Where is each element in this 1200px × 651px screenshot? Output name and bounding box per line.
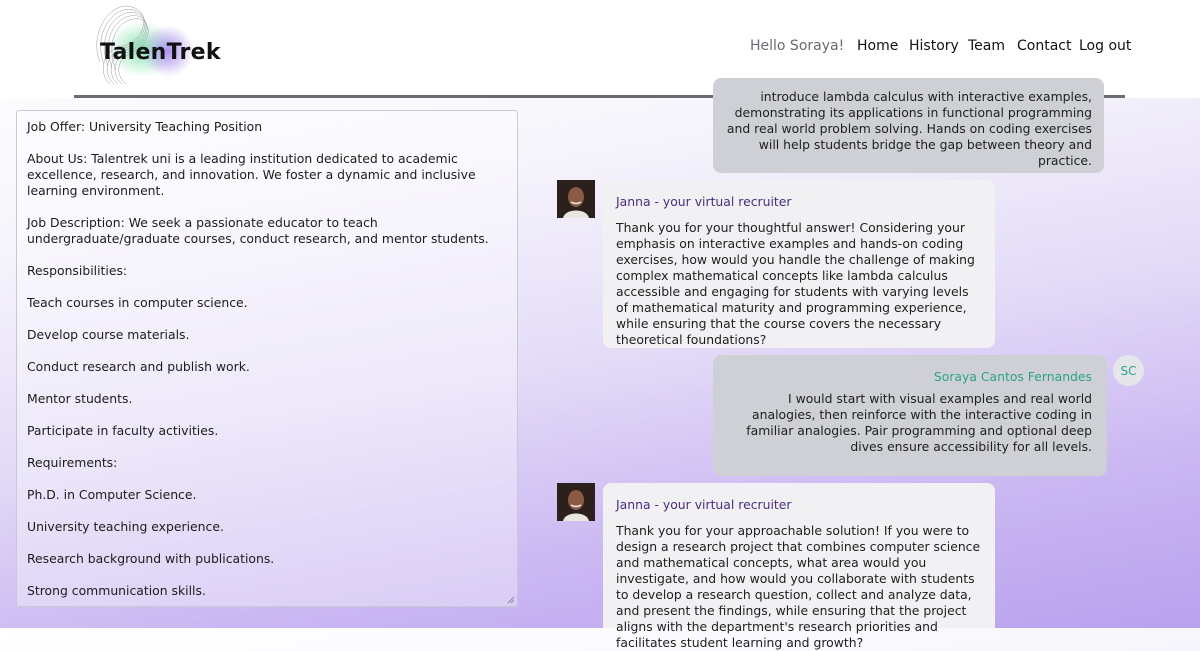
responsibility-item: Conduct research and publish work. <box>27 359 250 374</box>
nav-logout-link[interactable]: Log out <box>1079 38 1132 54</box>
sender-name: Janna - your virtual recruiter <box>616 497 792 512</box>
message-text: introduce lambda calculus with interactive examples, demonstrating its applications in functional programming and real world problem solving. Hands on coding exercises will help students bridge the gap between theory and practice. <box>726 89 1092 168</box>
recruiter-portrait-icon <box>557 483 595 521</box>
requirement-item: University teaching experience. <box>27 519 224 534</box>
responsibilities-heading: Responsibilities: <box>27 263 128 278</box>
recruiter-avatar <box>557 180 595 218</box>
requirements-heading: Requirements: <box>27 455 118 470</box>
message-text: Thank you for your approachable solution! If you were to design a research project that combines computer science and mathematical concepts, what area would you investigate, and how would you collaborate with students to develop a research question, collect and analyze data, and present the findings, while ensuring that the project aligns with the department's research priorities and facilitates student learning and growth? <box>616 523 981 650</box>
sender-name: Soraya Cantos Fernandes <box>933 369 1092 384</box>
sender-name: Janna - your virtual recruiter <box>616 194 792 209</box>
user-initials-avatar: SC <box>1113 355 1144 386</box>
requirement-item: Ph.D. in Computer Science. <box>27 487 197 502</box>
responsibility-item: Mentor students. <box>27 391 133 406</box>
requirement-item: Research background with publications. <box>27 551 275 566</box>
chat-message-bot <box>603 483 995 650</box>
nav-home-link[interactable]: Home <box>857 38 899 54</box>
recruiter-avatar <box>557 483 595 521</box>
job-offer-title: Job Offer: University Teaching Position <box>27 119 263 134</box>
resize-handle-icon[interactable] <box>507 596 515 604</box>
requirement-item: Strong communication skills. <box>27 583 206 598</box>
logo-wordmark: TalenTrek <box>100 40 221 65</box>
nav-history-link[interactable]: History <box>909 38 959 54</box>
nav-contact-link[interactable]: Contact <box>1017 38 1072 54</box>
responsibility-item: Participate in faculty activities. <box>27 423 219 438</box>
responsibility-item: Teach courses in computer science. <box>27 295 248 310</box>
user-greeting: Hello Soraya! <box>750 38 845 54</box>
nav-team-link[interactable]: Team <box>968 38 1006 54</box>
responsibility-item: Develop course materials. <box>27 327 190 342</box>
chat-message-bot <box>603 180 995 348</box>
message-text: Thank you for your thoughtful answer! Considering your emphasis on interactive examples and hands-on coding exercises, how would you handle the challenge of making complex mathematical concepts like lambda calculus accessible and engaging for students with varying levels of mathematical maturity and programming experience, while ensuring that the course covers the necessary theoretical foundations? <box>616 220 975 347</box>
message-text: I would start with visual examples and real world analogies, then reinforce with the interactive coding in familiar analogies. Pair programming and optional deep dives ensure accessibility for all levels. <box>746 391 1092 454</box>
chat-message-user <box>713 355 1107 476</box>
job-offer-description: Job Description: We seek a passionate educator to teach undergraduate/graduate courses, conduct research, and mentor students. <box>27 215 489 246</box>
job-offer-textarea[interactable] <box>16 110 518 607</box>
chat-message-user <box>713 78 1104 173</box>
recruiter-portrait-icon <box>557 180 595 218</box>
job-offer-about: About Us: Talentrek uni is a leading institution dedicated to academic excellence, research, and innovation. We foster a dynamic and inclusive learning environment. <box>27 151 476 198</box>
